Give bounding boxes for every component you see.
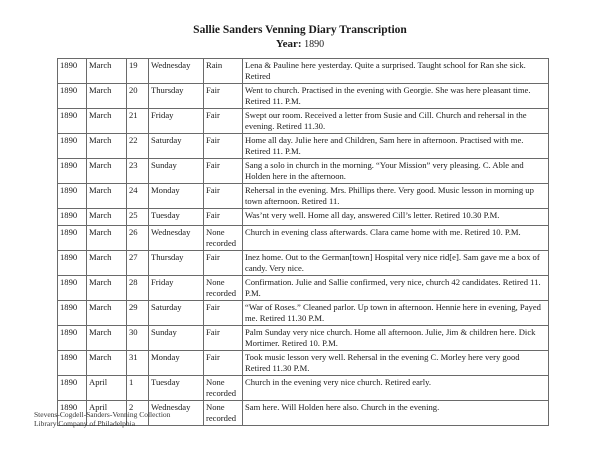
- diary-row: [58, 326, 549, 351]
- cell-day: 21: [127, 109, 149, 134]
- cell-day: 19: [127, 59, 149, 84]
- cell-year: 1890: [58, 226, 87, 251]
- cell-weather: Fair: [204, 251, 243, 276]
- cell-month: March: [87, 326, 127, 351]
- cell-day: 26: [127, 226, 149, 251]
- diary-row: [58, 301, 549, 326]
- collection-name: Stevens-Cogdell-Sanders-Venning Collection: [34, 410, 171, 419]
- cell-day: 20: [127, 84, 149, 109]
- cell-month: March: [87, 226, 127, 251]
- cell-weekday: Friday: [149, 276, 204, 301]
- cell-weekday: Wednesday: [149, 226, 204, 251]
- cell-entry: Sang a solo in church in the morning. “Your Mission” very pleasing. C. Able and Holden here in the afternoon.: [243, 159, 549, 184]
- year-value: 1890: [304, 39, 325, 50]
- cell-month: March: [87, 159, 127, 184]
- cell-weekday: Tuesday: [149, 209, 204, 226]
- cell-weather: None recorded: [204, 226, 243, 251]
- cell-weekday: Wednesday: [149, 401, 204, 426]
- cell-entry: Palm Sunday very nice church. Home all afternoon. Julie, Jim & children here. Dick Mortimer. Retired 10. P.M.: [243, 326, 549, 351]
- cell-month: April: [87, 376, 127, 401]
- cell-day: 30: [127, 326, 149, 351]
- cell-weekday: Thursday: [149, 251, 204, 276]
- cell-day: 1: [127, 376, 149, 401]
- cell-day: 25: [127, 209, 149, 226]
- cell-entry: Was’nt very well. Home all day, answered Cill’s letter. Retired 10.30 P.M.: [243, 209, 549, 226]
- cell-year: 1890: [58, 376, 87, 401]
- cell-entry: Rehersal in the evening. Mrs. Phillips there. Very good. Music lesson in morning up town afternoon. Retired 11.: [243, 184, 549, 209]
- cell-year: 1890: [58, 184, 87, 209]
- cell-month: March: [87, 134, 127, 159]
- diary-table-body: [58, 59, 549, 426]
- cell-entry: Church in evening class afterwards. Clara came home with me. Retired 10. P.M.: [243, 226, 549, 251]
- diary-row: [58, 184, 549, 209]
- cell-weather: Fair: [204, 301, 243, 326]
- cell-day: 24: [127, 184, 149, 209]
- cell-day: 23: [127, 159, 149, 184]
- cell-weather: Fair: [204, 184, 243, 209]
- cell-month: March: [87, 301, 127, 326]
- cell-entry: “War of Roses.” Cleaned parlor. Up town in afternoon. Hennie here in evening, Payed me. Retired 11.30 P.M.: [243, 301, 549, 326]
- cell-entry: Sam here. Will Holden here also. Church in the evening.: [243, 401, 549, 426]
- cell-year: 1890: [58, 326, 87, 351]
- cell-weather: Rain: [204, 59, 243, 84]
- diary-row: [58, 59, 549, 84]
- cell-year: 1890: [58, 276, 87, 301]
- cell-year: 1890: [58, 59, 87, 84]
- cell-month: March: [87, 184, 127, 209]
- cell-weekday: Monday: [149, 351, 204, 376]
- diary-table: [57, 58, 549, 426]
- cell-entry: Lena & Pauline here yesterday. Quite a surprised. Taught school for Ran she sick. Retired: [243, 59, 549, 84]
- diary-row: [58, 376, 549, 401]
- diary-row: [58, 351, 549, 376]
- diary-row: [58, 134, 549, 159]
- year-label: Year:: [275, 38, 302, 50]
- cell-weather: Fair: [204, 351, 243, 376]
- year-line: [0, 38, 600, 51]
- library-name: Library Company of Philadelphia: [34, 419, 136, 428]
- cell-entry: Home all day. Julie here and Children, Sam here in afternoon. Practised with me. Retired 11. P.M.: [243, 134, 549, 159]
- cell-entry: Went to church. Practised in the evening with Georgie. She was here pleasant time. Retired 11. P.M.: [243, 84, 549, 109]
- cell-entry: Confirmation. Julie and Sallie confirmed, very nice, church 42 candidates. Retired 11. P.M.: [243, 276, 549, 301]
- cell-day: 27: [127, 251, 149, 276]
- diary-row: [58, 251, 549, 276]
- cell-month: March: [87, 59, 127, 84]
- cell-weather: Fair: [204, 209, 243, 226]
- cell-weather: Fair: [204, 134, 243, 159]
- cell-weekday: Friday: [149, 109, 204, 134]
- diary-row: [58, 209, 549, 226]
- cell-weather: Fair: [204, 326, 243, 351]
- cell-weekday: Sunday: [149, 159, 204, 184]
- cell-day: 29: [127, 301, 149, 326]
- cell-weather: None recorded: [204, 276, 243, 301]
- cell-weather: Fair: [204, 159, 243, 184]
- cell-weekday: Monday: [149, 184, 204, 209]
- cell-month: March: [87, 351, 127, 376]
- cell-weekday: Saturday: [149, 134, 204, 159]
- diary-row: [58, 84, 549, 109]
- cell-day: 22: [127, 134, 149, 159]
- cell-weather: Fair: [204, 109, 243, 134]
- cell-year: 1890: [58, 159, 87, 184]
- collection-credit: [34, 410, 170, 428]
- cell-year: 1890: [58, 251, 87, 276]
- cell-entry: Swept our room. Received a letter from Susie and Cill. Church and rehersal in the evening. Retired 11.30.: [243, 109, 549, 134]
- cell-year: 1890: [58, 134, 87, 159]
- cell-day: 31: [127, 351, 149, 376]
- cell-weather: None recorded: [204, 401, 243, 426]
- document-title: Sallie Sanders Venning Diary Transcription: [193, 24, 407, 36]
- cell-day: 28: [127, 276, 149, 301]
- diary-row: [58, 226, 549, 251]
- cell-month: March: [87, 109, 127, 134]
- cell-month: March: [87, 276, 127, 301]
- cell-year: 1890: [58, 301, 87, 326]
- cell-year: 1890: [58, 351, 87, 376]
- diary-row: [58, 159, 549, 184]
- diary-row: [58, 109, 549, 134]
- cell-month: April: [87, 401, 127, 426]
- cell-weekday: Thursday: [149, 84, 204, 109]
- cell-day: 2: [127, 401, 149, 426]
- cell-weekday: Wednesday: [149, 59, 204, 84]
- cell-weather: Fair: [204, 84, 243, 109]
- cell-entry: Church in the evening very nice church. Retired early.: [243, 376, 549, 401]
- cell-year: 1890: [58, 84, 87, 109]
- cell-weekday: Sunday: [149, 326, 204, 351]
- cell-weather: None recorded: [204, 376, 243, 401]
- diary-row: [58, 276, 549, 301]
- cell-year: 1890: [58, 109, 87, 134]
- cell-month: March: [87, 251, 127, 276]
- cell-entry: Inez home. Out to the German[town] Hospital very nice rid[e]. Sam gave me a box of candy. Very nice.: [243, 251, 549, 276]
- cell-weekday: Saturday: [149, 301, 204, 326]
- cell-month: March: [87, 209, 127, 226]
- cell-month: March: [87, 84, 127, 109]
- cell-year: 1890: [58, 401, 87, 426]
- cell-year: 1890: [58, 209, 87, 226]
- cell-entry: Took music lesson very well. Rehersal in the evening C. Morley here very good Retired 11.30 P.M.: [243, 351, 549, 376]
- cell-weekday: Tuesday: [149, 376, 204, 401]
